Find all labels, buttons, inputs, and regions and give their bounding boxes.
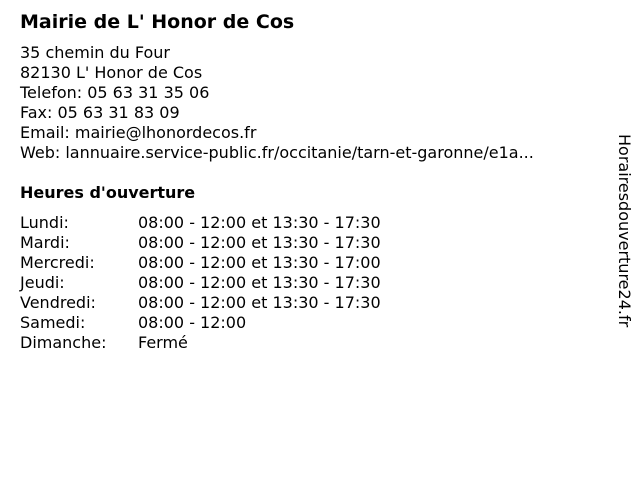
- day-label: Dimanche:: [20, 333, 107, 352]
- fax-number: Fax: 05 63 31 83 09: [20, 103, 180, 122]
- time-range: 08:00 - 12:00 et 13:30 - 17:30: [138, 293, 381, 312]
- page-title: Mairie de L' Honor de Cos: [20, 11, 295, 33]
- hours-heading: Heures d'ouverture: [20, 183, 196, 202]
- city-address: 82130 L' Honor de Cos: [20, 63, 203, 82]
- time-range: 08:00 - 12:00 et 13:30 - 17:30: [138, 233, 381, 252]
- web-address: Web: lannuaire.service-public.fr/occitanie/tarn-et-garonne/e1a...: [20, 143, 534, 162]
- contact-info: [20, 43, 534, 163]
- hours-row-vendredi: [20, 293, 381, 313]
- day-label: Jeudi:: [20, 273, 65, 292]
- time-range: 08:00 - 12:00: [138, 313, 247, 332]
- hours-table: [20, 213, 381, 353]
- day-label: Mardi:: [20, 233, 70, 252]
- day-label: Lundi:: [20, 213, 69, 232]
- day-label: Samedi:: [20, 313, 86, 332]
- street-address: 35 chemin du Four: [20, 43, 171, 62]
- hours-row-samedi: [20, 313, 381, 333]
- hours-row-dimanche: [20, 333, 381, 353]
- day-label: Vendredi:: [20, 293, 96, 312]
- site-watermark-text: Horairesdouverture24.fr: [615, 134, 634, 328]
- email-address: Email: mairie@lhonordecos.fr: [20, 123, 257, 142]
- time-range: 08:00 - 12:00 et 13:30 - 17:30: [138, 273, 381, 292]
- day-label: Mercredi:: [20, 253, 95, 272]
- time-range: 08:00 - 12:00 et 13:30 - 17:30: [138, 213, 381, 232]
- time-range: Fermé: [138, 333, 188, 352]
- phone-number: Telefon: 05 63 31 35 06: [20, 83, 210, 102]
- hours-row-mercredi: [20, 253, 381, 273]
- hours-row-lundi: [20, 213, 381, 233]
- hours-row-jeudi: [20, 273, 381, 293]
- hours-row-mardi: [20, 233, 381, 253]
- time-range: 08:00 - 12:00 et 13:30 - 17:00: [138, 253, 381, 272]
